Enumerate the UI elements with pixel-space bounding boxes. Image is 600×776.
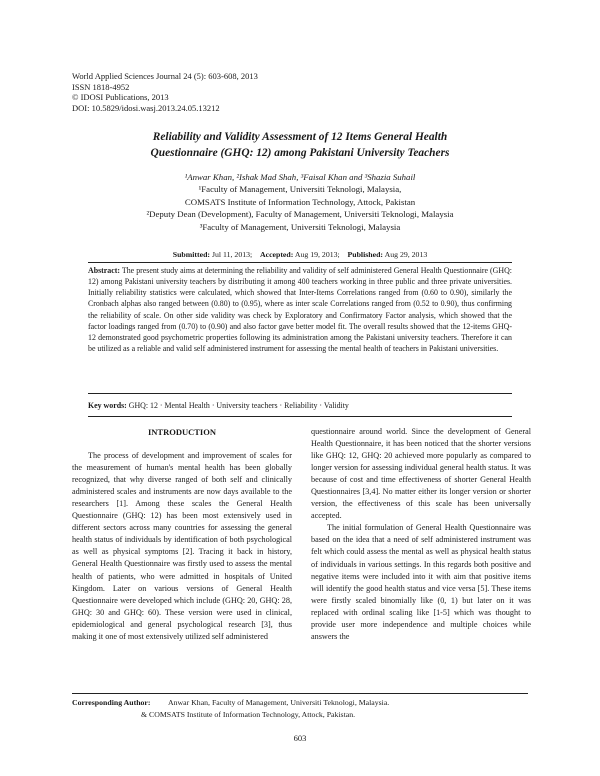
corresponding-line-2: & COMSATS Institute of Information Technology, Attock, Pakistan. [141, 710, 356, 719]
corresponding-label: Corresponding Author: [72, 698, 151, 707]
author-names: ¹Anwar Khan, ²Ishak Mad Shah, ³Faisal Khan and ³Shazia Suhail [184, 172, 416, 182]
published-date: Aug 29, 2013 [384, 250, 428, 259]
affiliation-1b: COMSATS Institute of Information Technology, Attock, Pakistan [184, 196, 416, 207]
title-line-1: Reliability and Validity Assessment of 12 Items General Health [152, 131, 448, 143]
submission-dates [60, 250, 540, 259]
affiliation-3: ³Faculty of Management, Universiti Teknologi, Malaysia [199, 221, 401, 232]
keywords-label: Key words: [88, 401, 127, 410]
body-paragraph: The initial formulation of General Health Questionnaire was based on the idea that a need of self administered instrument was felt which could assess the mental as well as physical health status of individuals in various settings. In this regards both positive and negative items were included into it with aim that positive items will identify the good health status and vice versa [5]. These items were firstly scaled binomially like (0, 1) but later on it was replaced with ordinal scaling like [1-5] which was thought to provide user more independence and multiple choices while answers the [311, 523, 531, 641]
affiliation-1: ¹Faculty of Management, Universiti Teknologi, Malaysia, [198, 184, 402, 195]
abstract-bottom-rule [88, 393, 512, 394]
journal-citation: World Applied Sciences Journal 24 (5): 603-608, 2013 [72, 71, 258, 81]
abstract [88, 265, 512, 354]
body-column-left [72, 426, 292, 643]
keywords-bottom-rule [88, 416, 512, 417]
accepted-date: Aug 19, 2013; [294, 250, 340, 259]
footnote-rule [72, 693, 528, 694]
submitted-date: Jul 11, 2013; [211, 250, 253, 259]
issn: ISSN 1818-4952 [72, 81, 130, 92]
paper-title [60, 129, 540, 161]
accepted-label: Accepted: [259, 250, 294, 259]
corresponding-line-1: Anwar Khan, Faculty of Management, Universiti Teknologi, Malaysia. [168, 698, 390, 707]
page-number: 603 [293, 733, 307, 743]
keywords [88, 401, 512, 410]
abstract-text: The present study aims at determining the reliability and validity of self administered General Health Questionnaire (GHQ: 12) among Pakistani university teachers by distributing it among 400 teachers working in three public and three private universities. Initially reliability statistics were calculated, which showed that Inter-Items Correlations ranged from (0.60 to 0.90), similarly the Cronbach alphas also ranged between (0.80) to (0.95), where as inter scale Correlations ranged from (0.52 to 0.90), thus confirming the reliability of scale. On other side validity was check by Exploratory and Confirmatory Factor analysis, which showed that the factor loadings ranged from (0.70) to (0.90) and also factor gave better model fit. The overall results showed that the 12-items GHQ-12 demonstrated good psychometric properties following its administration among the Pakistani university teachers. Therefore it can be utilized as a reliable and valid self administered instrument for assessing the mental health of teachers in Pakistani universities. [88, 266, 512, 354]
abstract-top-rule [88, 262, 512, 263]
title-line-2: Questionnaire (GHQ: 12) among Pakistani University Teachers [150, 147, 450, 159]
keywords-text: GHQ: 12 · Mental Health · University teachers · Reliability · Validity [128, 401, 349, 410]
abstract-label: Abstract: [88, 266, 120, 275]
doi: DOI: 10.5829/idosi.wasj.2013.24.05.13212 [72, 102, 220, 113]
journal-header [72, 71, 258, 113]
body-paragraph: The process of development and improvement of scales for the measurement of human's mental health has been globally recognized, that why diverse ranged of both self and clinically administered scales and instruments are now days available to the researchers [1]. Among these scales the General Health Questionnaire (GHQ: 12) has been most extensively used in different sectors across many countries for assessing the general health status of individuals by identification of both psychological as well as physical symptoms [2]. Tracing it back in history, General Health Questionnaire was firstly used to assess the mental health of patients, who were admitted in hospitals of United Kingdom. Later on various versions of General Health Questionnaire were developed which include (GHQ: 20, GHQ: 28, GHQ: 30 and GHQ: 60). These version were used in clinical, epidemiological and general psychological research [3], thus making it one of most extensively utilized self administered [72, 451, 292, 641]
affiliation-2: ²Deputy Dean (Development), Faculty of Management, Universiti Teknologi, Malaysia [146, 209, 454, 220]
published-label: Published: [347, 250, 384, 259]
body-paragraph: questionnaire around world. Since the development of General Health Questionnaire, it has been noticed that the shorter versions like GHQ: 12, GHQ: 20 achieved more popularly as compared to longer version for assessing individual general health status. It was because of cost and time effectiveness of shorter General Health Questionnaires [3,4]. No matter either its longer version or shorter version, the effectiveness of this scale has been universally accepted. [311, 427, 531, 521]
copyright: © IDOSI Publications, 2013 [72, 92, 169, 103]
author-block [60, 171, 540, 233]
body-column-right [311, 426, 531, 643]
submitted-label: Submitted: [172, 250, 211, 259]
section-heading: INTRODUCTION [147, 427, 216, 437]
